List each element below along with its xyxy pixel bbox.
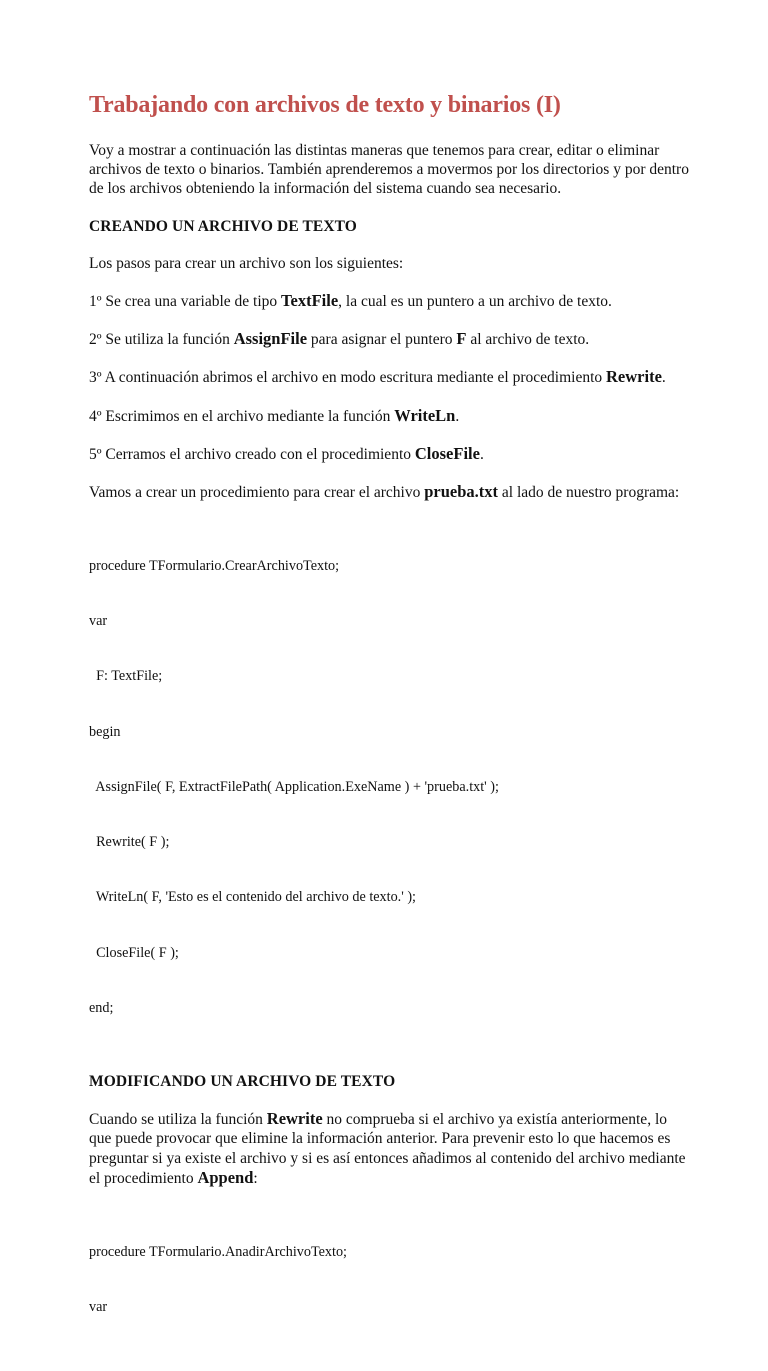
code-line: AssignFile( F, ExtractFilePath( Application.ExeName ) + 'prueba.txt' ); [89,778,499,795]
steps-lead: Los pasos para crear un archivo son los siguientes: [89,254,404,272]
code-line: F: TextFile; [89,668,163,685]
section-heading-create: CREANDO UN ARCHIVO DE TEXTO [89,217,357,235]
code-line: procedure TFormulario.AnadirArchivoTexto; [89,1243,347,1260]
code-line: begin [89,723,121,740]
keyword-assignfile: AssignFile [233,329,308,349]
document-page [89,90,689,1371]
code-line: end; [89,999,114,1016]
keyword-prueba-txt: prueba.txt [424,482,499,502]
code-line: var [89,613,108,630]
step-3: 3º A continuación abrimos el archivo en modo escritura mediante el procedimiento Rewrite. [89,367,666,387]
code-line: CloseFile( F ); [89,944,179,961]
keyword-append: Append [197,1167,254,1187]
keyword-textfile: TextFile [281,291,339,311]
modify-paragraph: Cuando se utiliza la función Rewrite no comprueba si el archivo ya existía anteriormente, lo que puede provocar que elimine la información anterior. Para prevenir esto lo que hacemos es preguntar si ya existe el archivo y si es así entonces añadimos al contenido del archivo mediante el procedimiento Append: [89,1109,686,1187]
code-line: Rewrite( F ); [89,834,170,851]
code-block-create [89,520,689,1054]
step-1: 1º Se crea una variable de tipo TextFile, la cual es un puntero a un archivo de texto. [89,291,612,311]
keyword-f: F [456,329,467,349]
step-4: 4º Escrimimos en el archivo mediante la función WriteLn. [89,405,460,425]
code-line: WriteLn( F, 'Esto es el contenido del archivo de texto.' ); [89,889,417,906]
keyword-rewrite: Rewrite [266,1109,323,1129]
step-2: 2º Se utiliza la función AssignFile para asignar el puntero F al archivo de texto. [89,329,590,349]
intro-paragraph: Voy a mostrar a continuación las distintas maneras que tenemos para crear, editar o eliminar archivos de texto o binarios. También aprenderemos a movermos por los directorios y por dentro de los archivos obteniendo la información del sistema cuando sea necesario. [89,142,689,198]
keyword-closefile: CloseFile [414,443,480,463]
section-heading-modify: MODIFICANDO UN ARCHIVO DE TEXTO [89,1073,396,1091]
code-line: procedure TFormulario.CrearArchivoTexto; [89,558,340,575]
document-title: Trabajando con archivos de texto y binarios (I) [89,92,561,118]
keyword-writeln: WriteLn [394,405,456,425]
keyword-rewrite: Rewrite [606,367,662,387]
step-5: 5º Cerramos el archivo creado con el procedimiento CloseFile. [89,443,484,463]
code-block-append [89,1206,689,1353]
procedure-intro: Vamos a crear un procedimiento para crear el archivo prueba.txt al lado de nuestro programa: [89,482,680,502]
code-line: var [89,1299,108,1316]
